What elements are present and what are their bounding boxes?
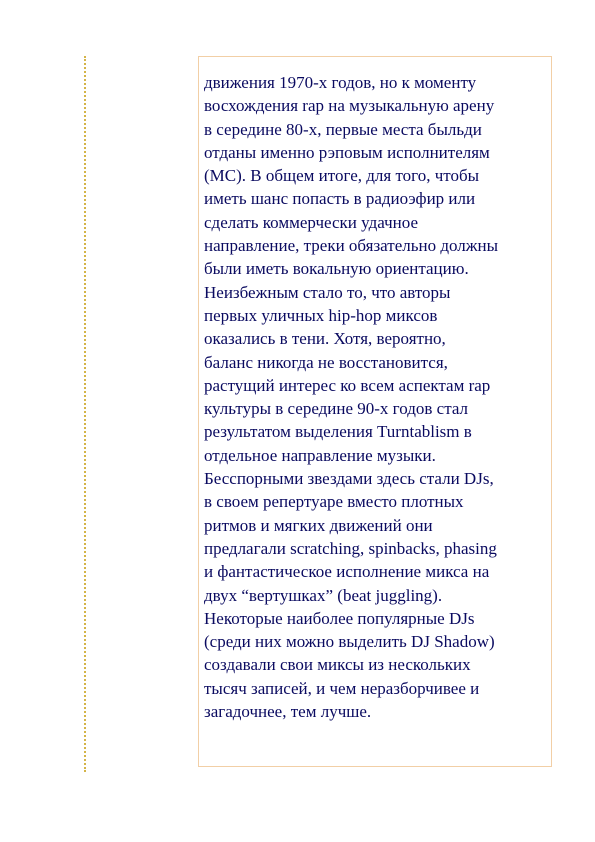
text-line: предлагали scratching, spinbacks, phasing xyxy=(204,538,497,558)
text-line: движения 1970-х годов, но к моменту xyxy=(204,73,477,92)
text-line: оказались в тени. Хотя, вероятно, xyxy=(204,329,446,349)
body-paragraph xyxy=(204,71,550,723)
text-line: растущий интерес ко всем аспектам rap xyxy=(204,375,491,395)
text-line: создавали свои миксы из нескольких xyxy=(204,655,471,675)
text-line: результатом выделения Turntablism в xyxy=(204,422,472,442)
text-line: (среди них можно выделить DJ Shadow) xyxy=(204,632,495,652)
text-line: отдельное направление музыки. xyxy=(204,445,436,465)
text-line: были иметь вокальную ориентацию. xyxy=(204,259,469,279)
text-line: первых уличных hip-hop миксов xyxy=(204,305,438,325)
text-line: загадочнее, тем лучше. xyxy=(204,702,372,722)
text-line: Бесспорными звездами здесь стали DJs, xyxy=(204,469,494,489)
margin-rule xyxy=(84,56,86,772)
text-line: иметь шанс попасть в радиоэфир или xyxy=(204,189,476,209)
text-line: ритмов и мягких движений они xyxy=(204,515,433,535)
text-line: в середине 80-х, первые места быльди xyxy=(204,119,482,139)
text-line: (MC). В общем итоге, для того, чтобы xyxy=(204,166,480,186)
text-line: Неизбежным стало то, что авторы xyxy=(204,282,451,302)
text-line: тысяч записей, и чем неразборчивее и xyxy=(204,678,480,698)
text-line: культуры в середине 90-х годов стал xyxy=(204,399,469,419)
text-line: в своем репертуаре вместо плотных xyxy=(204,492,464,512)
text-line: сделать коммерчески удачное xyxy=(204,212,418,232)
text-line: баланс никогда не восстановится, xyxy=(204,352,448,372)
text-line: Некоторые наиболее популярные DJs xyxy=(204,608,475,628)
text-line: отданы именно рэповым исполнителям xyxy=(204,142,490,162)
text-line: и фантастическое исполнение микса на xyxy=(204,562,490,582)
text-line: восхождения rap на музыкальную арену xyxy=(204,96,495,116)
text-line: направление, треки обязательно должны xyxy=(204,236,499,256)
text-line: двух “вертушках” (beat juggling). xyxy=(204,585,443,605)
